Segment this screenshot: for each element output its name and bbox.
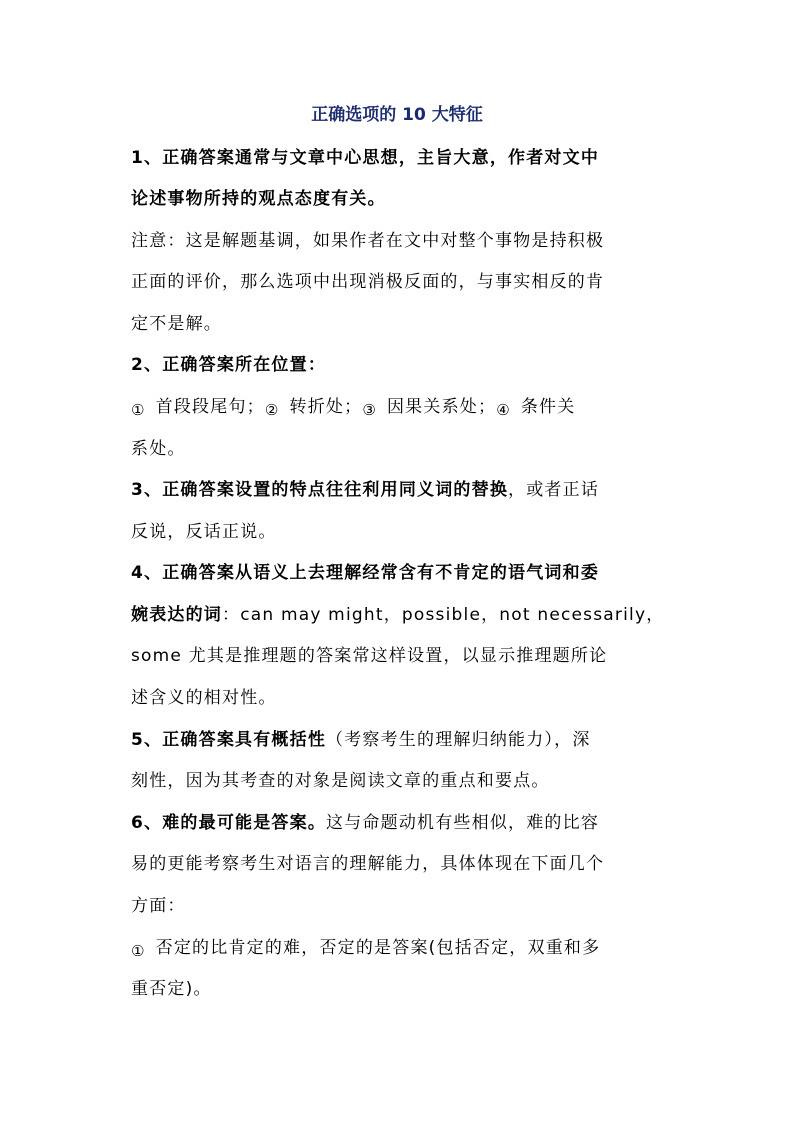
section-3-heading-rest: ，或者正话: [508, 480, 600, 500]
section-4-line-4: 述含义的相对性。: [131, 688, 277, 708]
section-3-line-1: [131, 477, 599, 503]
section-1-heading-line-2: 论述事物所持的观点态度有关。: [131, 189, 386, 209]
circled-number-1: ①: [131, 401, 146, 419]
section-2-heading: 2、正确答案所在位置：: [131, 355, 327, 375]
section-1-note-line-1: 注意：这是解题基调，如果作者在文中对整个事物是持积极: [131, 231, 605, 251]
circled-number-1: ①: [131, 942, 146, 960]
section-4-line-2: [131, 602, 664, 628]
section-5-heading-rest: （考察考生的理解归纳能力），深: [326, 730, 591, 750]
section-6-heading: 6、难的最可能是答案。: [131, 813, 327, 833]
section-5-line-2: 刻性，因为其考查的对象是阅读文章的重点和要点。: [131, 771, 550, 791]
circled-number-2: ②: [264, 401, 280, 419]
section-1-note-line-3: 定不是解。: [131, 314, 222, 334]
section-1-note-line-2: 正面的评价，那么选项中出现消极反面的，与事实相反的肯: [131, 272, 605, 292]
section-5-heading: 5、正确答案具有概括性: [131, 730, 327, 750]
section-4-heading-line-2: 婉表达的词: [131, 605, 222, 625]
page-title: 正确选项的 10 大特征: [311, 105, 483, 125]
position-item-3: 因果关系处；: [386, 397, 497, 417]
circled-number-4: ④: [496, 401, 511, 419]
circled-number-3: ③: [362, 401, 377, 419]
position-item-4: 条件关: [520, 397, 576, 417]
section-1-heading-line-1: 1、正确答案通常与文章中心思想，主旨大意，作者对文中: [131, 148, 600, 168]
section-5-line-1: [131, 727, 591, 753]
section-4-examples: ：can may might，possible，not necessarily，: [222, 605, 665, 625]
section-6-line-2: 易的更能考察考生对语言的理解能力，具体体现在下面几个: [131, 854, 605, 874]
section-6-line-4: [131, 935, 600, 961]
section-6-line-5: 重否定)。: [131, 979, 212, 999]
section-2-positions-line: [131, 394, 575, 420]
section-4-heading-line-1: 4、正确答案从语义上去理解经常含有不肯定的语气词和委: [131, 563, 600, 583]
section-4-line-3: some 尤其是推理题的答案常这样设置，以显示推理题所论: [131, 646, 608, 666]
section-3-line-2: 反说，反话正说。: [131, 522, 277, 542]
section-6-line-1: [131, 810, 599, 836]
position-item-1: 首段段尾句；: [155, 397, 265, 417]
section-6-heading-rest: 这与命题动机有些相似，难的比容: [326, 813, 600, 833]
section-6-point-1: 否定的比肯定的难，否定的是答案(包括否定，双重和多: [155, 938, 601, 958]
section-6-line-3: 方面：: [131, 896, 186, 916]
position-item-2: 转折处；: [289, 397, 363, 417]
section-3-heading: 3、正确答案设置的特点往往利用同义词的替换: [131, 480, 509, 500]
section-2-line-3: 系处。: [131, 439, 186, 459]
